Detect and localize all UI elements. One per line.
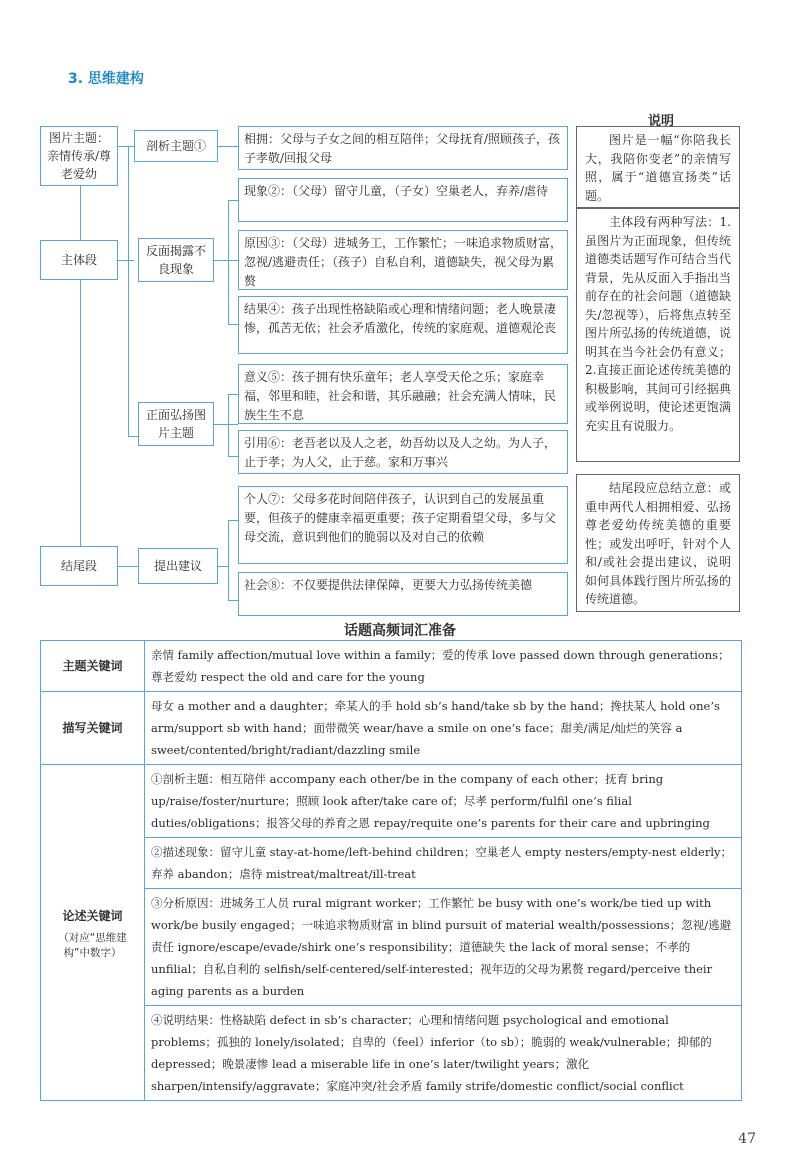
connector [228, 200, 229, 324]
analyze-text: 相拥：父母与子女之间的相互陪伴；父母抚育/照顾孩子，孩子孝敬/回报父母 [244, 132, 561, 165]
connector [218, 566, 228, 567]
argue-sub-label: （对应“思维建构”中数字） [58, 931, 127, 959]
connector [228, 260, 238, 261]
picture-theme-box [40, 126, 118, 186]
note-main-body-text: 主体段有两种写法：1.虽图片为正面现象，但传统道德类话题写作可结合当代背景，先从反面入手指出当前存在的社会问题（道德缺失/忽视等），后将焦点转至图片所弘扬的传统道德，说明其在当今社会仍有意义；2.直接正面论述传统美德的积极影响，其间可引经据典或举例说明，使论述更饱满充实且有说服力。 [585, 215, 731, 433]
argue-item-4: ④说明结果：性格缺陷 defect in sb’s character；心理和情绪问题 psychological and emotional problems；孤独的 lonely/isolated；自卑的（feel）inferior（to sb）；脆弱的 weak/vulnerable；抑郁的 depressed；晚景凄惨 lead a miserable life in one’s later/twilight years；激化 sharpen/intensify/aggravate；家庭冲突/社会矛盾 family strife/domestic conflict/social conflict [151, 1013, 712, 1093]
connector [228, 394, 238, 395]
note-title: 说明 [648, 114, 675, 129]
connector [228, 200, 238, 201]
divider [145, 1005, 741, 1006]
phenomenon-text: 现象②：（父母）留守儿童，（子女）空巢老人，弃养/虐待 [244, 184, 549, 198]
society-text: 社会⑧：不仅要提供法律保障，更要大力弘扬传统美德 [244, 578, 533, 592]
analyze-label: 剖析主题① [145, 138, 206, 153]
meaning-text: 意义⑤：孩子拥有快乐童年；老人享受天伦之乐；家庭幸福，邻里和睦，社会和谐，其乐融融；社会充满人情味，民族生生不息 [244, 370, 557, 422]
section-title: 3. 思维建构 [68, 71, 144, 87]
divider [145, 837, 741, 838]
analyze-text-box [238, 126, 568, 170]
theme-text: 亲情 family affection/mutual love within a family；爱的传承 love passed down through generations；尊老爱幼 respect the old and care for the young [145, 641, 742, 692]
page-number: 47 [738, 1131, 756, 1147]
describe-text: 母女 a mother and a daughter；牵某人的手 hold sb’s hand/take sb by the hand；搀扶某人 hold one’s arm/support sb with hand；面带微笑 wear/have a smile on one’s face；甜美/满足/灿烂的笑容 a sweet/contented/bright/radiant/dazzling smile [145, 692, 742, 765]
main-body-box [40, 240, 118, 280]
result-text: 结果④：孩子出现性格缺陷或心理和情绪问题；老人晚景凄惨，孤苦无依；社会矛盾激化，传统的家庭观、道德观沦丧 [244, 302, 557, 335]
connector [118, 260, 134, 261]
analyze-box [134, 130, 218, 162]
society-box [238, 572, 568, 616]
connector [214, 260, 228, 261]
quote-text: 引用⑥：老吾老以及人之老，幼吾幼以及人之幼。为人子，止于孝；为人父，止于慈。家和万事兴 [244, 436, 557, 469]
table-title: 话题高频词汇准备 [344, 623, 456, 639]
divider [145, 888, 741, 889]
result-box [238, 296, 568, 354]
table-row [41, 641, 742, 692]
cause-box [238, 230, 568, 290]
argue-item-1: ①剖析主题：相互陪伴 accompany each other/be in the company of each other；抚育 bring up/raise/foster/nurture；照顾 look after/take care of；尽孝 perform/fulfil one’s filial duties/obligations；报答父母的养育之恩 repay/requite one’s parents for their care and upbringing [151, 772, 710, 830]
note-ending [576, 474, 740, 612]
connector [228, 324, 238, 325]
argue-item-2: ②描述现象：留守儿童 stay-at-home/left-behind children；空巢老人 empty nesters/empty-nest elderly；弃养 abandon；虐待 mistreat/maltreat/ill-treat [151, 845, 732, 881]
connector [128, 436, 138, 437]
main-body-label: 主体段 [60, 252, 97, 267]
connector [228, 520, 229, 600]
connector [228, 600, 238, 601]
connector [118, 566, 138, 567]
connector [214, 424, 238, 425]
suggest-box [138, 548, 218, 584]
promote-label: 正面弘扬图片主题 [145, 408, 206, 440]
promote-box [138, 402, 214, 446]
connector [228, 394, 229, 456]
connector [128, 146, 129, 436]
personal-box [238, 486, 568, 564]
note-ending-text: 结尾段应总结立意：或重申两代人相拥相爱、弘扬尊老爱幼传统美德的重要性；或发出呼吁，针对个人和/或社会提出建议，说明如何具体践行图片所弘扬的传统道德。 [585, 481, 731, 606]
connector [218, 146, 238, 147]
note-main-body [576, 208, 740, 462]
argue-cell [145, 765, 742, 1101]
connector [228, 456, 238, 457]
quote-box [238, 430, 568, 474]
reveal-label: 反面揭露不良现象 [145, 244, 206, 276]
cause-text: 原因③：（父母）进城务工，工作繁忙；一味追求物质财富，忽视/逃避责任；（孩子）自私自利，道德缺失，视父母为累赘 [244, 236, 563, 288]
describe-label: 描写关键词 [41, 692, 145, 765]
phenomenon-box [238, 178, 568, 222]
ending-label: 结尾段 [60, 558, 97, 573]
note-intro [576, 126, 740, 208]
argue-item-3: ③分析原因：进城务工人员 rural migrant worker；工作繁忙 be busy with one’s work/be tied up with work/be busily engaged；一味追求物质财富 in blind pursuit of material wealth/possessions；忽视/逃避责任 ignore/escape/evade/shirk one’s responsibility；道德缺失 the lack of moral sense；不孝的 unfilial；自私自利的 selfish/self-centered/self-interested；视年迈的父母为累赘 regard/perceive their aging parents as a burden [151, 896, 732, 998]
ending-box [40, 546, 118, 586]
note-intro-text: 图片是一幅“你陪我长大，我陪你变老”的亲情写照，属于“道德宣扬类”话题。 [585, 133, 731, 203]
vocab-table [40, 640, 742, 1101]
argue-label: 论述关键词 [62, 908, 123, 923]
reveal-box [138, 238, 214, 282]
theme-label: 主题关键词 [41, 641, 145, 692]
connector [118, 146, 134, 147]
suggest-label: 提出建议 [153, 558, 202, 573]
table-row [41, 765, 742, 1101]
table-row [41, 692, 742, 765]
connector [228, 520, 238, 521]
picture-theme-text: 图片主题：亲情传承/尊老爱幼 [46, 131, 112, 181]
meaning-box [238, 364, 568, 424]
argue-label-cell [41, 765, 145, 1101]
personal-text: 个人⑦：父母多花时间陪伴孩子，认识到自己的发展虽重要，但孩子的健康幸福更重要；孩子定期看望父母，多与父母交流，意识到他们的脆弱以及对自己的依赖 [244, 492, 557, 544]
